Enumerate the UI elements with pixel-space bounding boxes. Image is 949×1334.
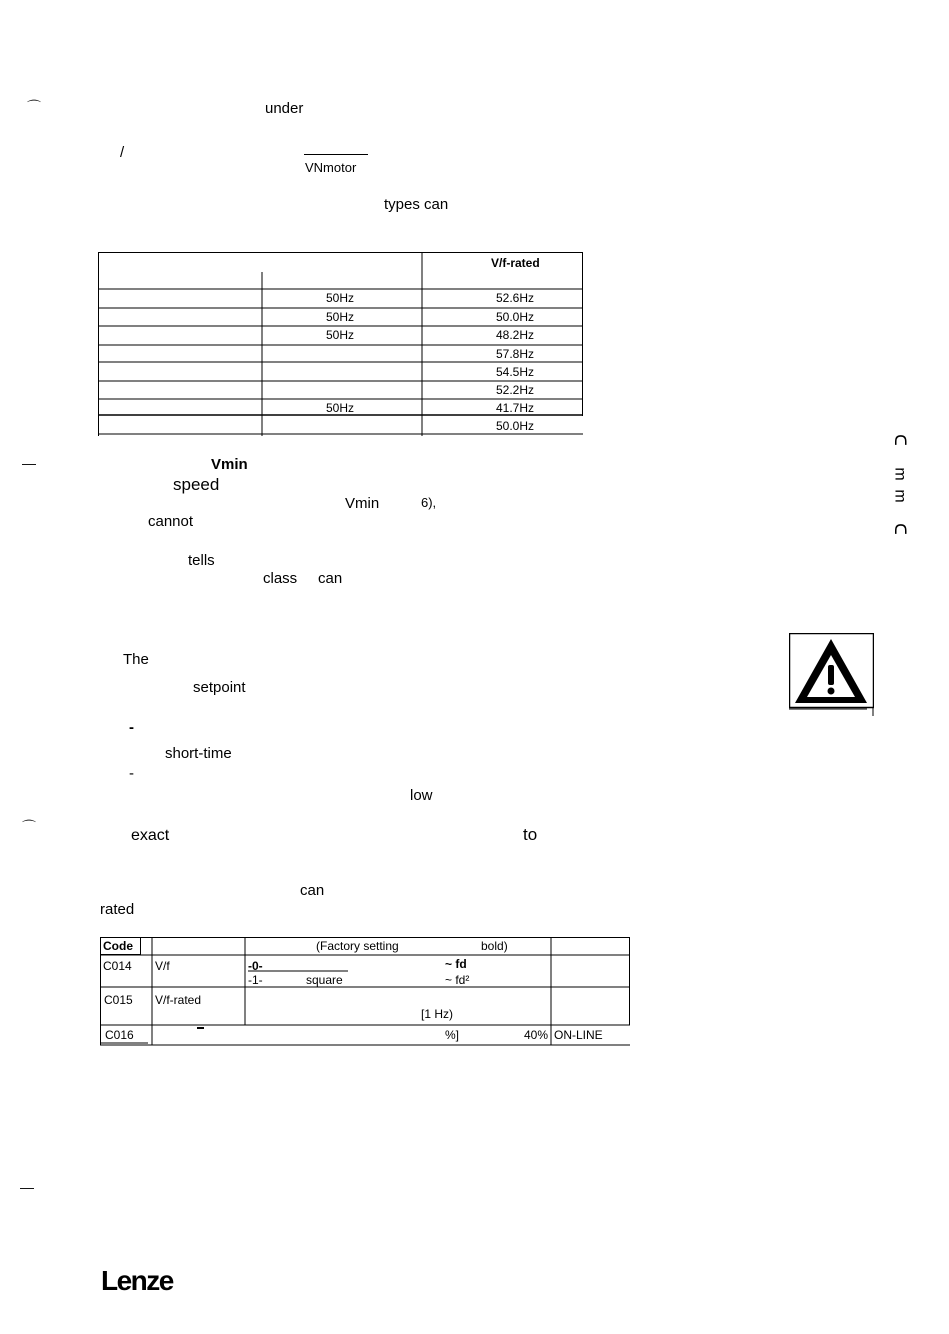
fraction-bar [304,154,368,155]
table-cell: V/f-rated [155,993,202,1007]
text-can: can [300,882,325,899]
table-header: (Factory setting [316,939,399,953]
table-cell: 48.2Hz [496,328,535,342]
table-cell: 50.0Hz [496,419,535,433]
text-six: 6), [421,495,437,510]
table-cell: C014 [103,959,132,973]
text-to: to [523,825,538,844]
text-cannot: cannot [148,513,194,530]
table-cell: 52.6Hz [496,291,535,305]
warning-sign [789,633,874,716]
text-vmin-bold: Vmin [211,456,248,473]
text-rated: rated [100,901,135,918]
text-speed: speed [173,475,220,494]
table-cell: ON-LINE [554,1028,603,1042]
text-under: under [265,100,304,117]
table-cell: ~ fd² [445,973,470,987]
table-cell: [1 Hz) [421,1007,454,1021]
table-cell: 54.5Hz [496,365,535,379]
table-header: Code [103,939,133,953]
table-cell: ~ fd [445,957,467,971]
side-letter: m [891,467,909,481]
table-cell: square [306,973,343,987]
bullet-dash: - [129,719,134,736]
table-cell: 50.0Hz [496,310,535,324]
text-short-time: short-time [165,745,232,762]
text-types-can: types can [384,196,449,213]
side-letter: ᑕ [890,434,908,446]
text-can: can [318,570,343,587]
text-tells: tells [188,552,215,569]
code-table [100,937,630,1047]
text-vmin: Vmin [345,495,380,512]
table-cell: 57.8Hz [496,347,535,361]
table-cell: C016 [105,1028,134,1042]
warning-triangle-icon [789,633,874,716]
text-the: The [123,651,149,668]
frequency-table [98,252,583,436]
side-letter: m [891,489,909,503]
table-cell: 50Hz [326,310,355,324]
margin-mark: — [20,1179,34,1195]
table-cell: -0- [248,959,263,973]
side-letter: ᑕ [890,523,908,535]
table-cell: %] [445,1028,460,1042]
margin-mark: ⌒ [27,99,41,115]
text-vnmotor: VNmotor [305,160,357,175]
margin-mark: ⌒ [22,819,36,835]
table-cell: 40% [524,1028,549,1042]
table-cell: V/f [155,959,170,973]
table-cell: 50Hz [326,401,355,415]
table-header: bold) [481,939,508,953]
table-grid [100,937,630,1047]
text-low: low [410,787,433,804]
table-cell: 52.2Hz [496,383,535,397]
table-cell: 50Hz [326,291,355,305]
text-exact: exact [131,827,170,844]
text-slash: / [120,144,125,161]
lenze-logo: Lenze [101,1265,173,1296]
table-cell: 41.7Hz [496,401,535,415]
text-class: class [263,570,298,587]
table-cell: C015 [104,993,133,1007]
table-cell: 50Hz [326,328,355,342]
table-mark [197,1027,204,1029]
margin-mark: — [22,455,36,471]
bullet-dash: - [129,765,134,782]
table-header: V/f-rated [491,256,540,270]
text-setpoint: setpoint [193,679,246,696]
table-cell: -1- [248,973,263,987]
